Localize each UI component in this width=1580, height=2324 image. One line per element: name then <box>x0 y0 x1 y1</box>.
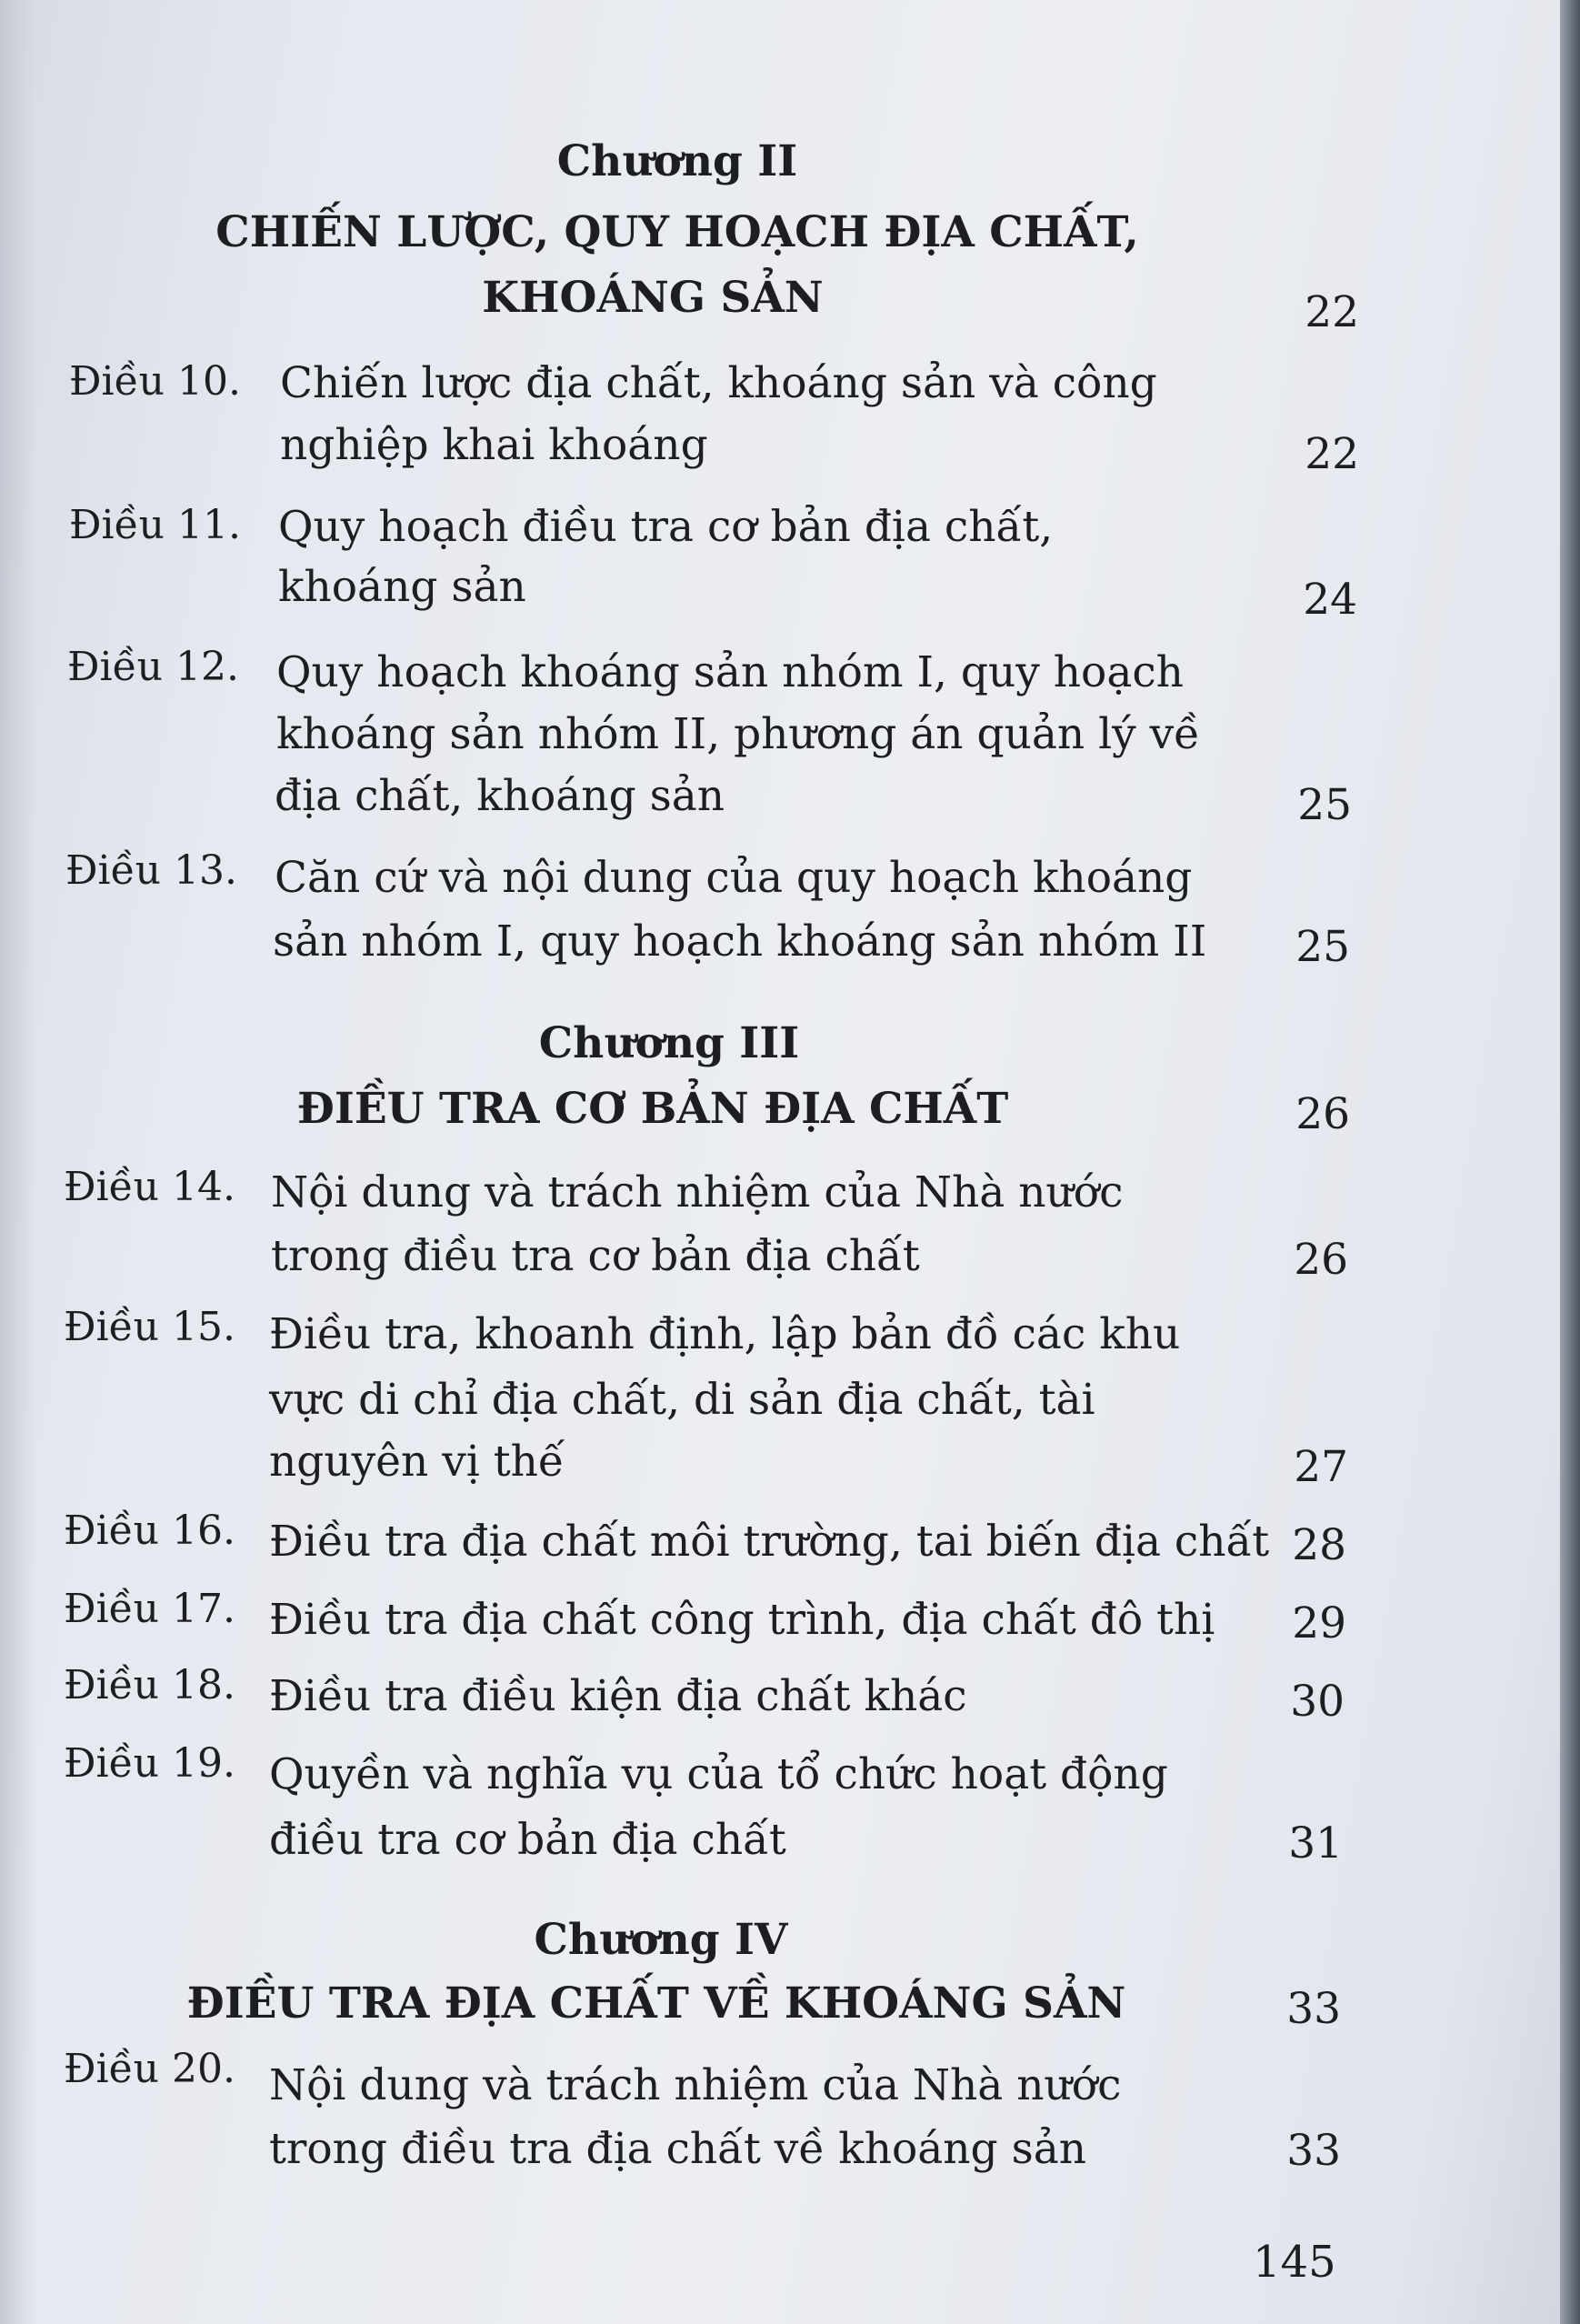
article-label: Điều 13. <box>65 847 237 894</box>
article-label: Điều 14. <box>64 1164 235 1210</box>
article-title-line: Chiến lược địa chất, khoáng sản và công <box>280 358 1157 408</box>
article-title-line: Căn cứ và nội dung của quy hoạch khoáng <box>275 853 1193 903</box>
chapter-label: Chương III <box>538 1018 800 1068</box>
article-label: Điều 16. <box>64 1508 235 1554</box>
article-page-number: 30 <box>1290 1677 1345 1727</box>
article-title-line: nghiệp khai khoáng <box>280 420 708 470</box>
article-page-number: 25 <box>1295 922 1350 972</box>
article-label: Điều 11. <box>69 502 241 548</box>
article-page-number: 28 <box>1292 1520 1346 1570</box>
article-title-line: khoáng sản nhóm II, phương án quản lý về <box>276 709 1201 759</box>
article-page-number: 25 <box>1297 780 1352 830</box>
article-label: Điều 18. <box>64 1662 235 1708</box>
chapter-title-line: ĐIỀU TRA CƠ BẢN ĐỊA CHẤT <box>296 1084 1009 1134</box>
article-title-line: sản nhóm I, quy hoạch khoáng sản nhóm II <box>273 917 1207 967</box>
article-title-line: Điều tra điều kiện địa chất khác <box>269 1671 967 1721</box>
page-gutter-shadow <box>0 0 36 2324</box>
article-page-number: 27 <box>1294 1442 1348 1492</box>
chapter-title-line: KHOÁNG SẢN <box>482 273 824 323</box>
article-label: Điều 19. <box>64 1740 235 1787</box>
chapter-title-line: ĐIỀU TRA ĐỊA CHẤT VỀ KHOÁNG SẢN <box>186 1978 1126 2028</box>
page-number: 145 <box>1253 2237 1336 2288</box>
article-label: Điều 12. <box>67 644 239 690</box>
article-title-line: trong điều tra địa chất về khoáng sản <box>269 2124 1086 2174</box>
chapter-label: Chương IV <box>534 1915 788 1965</box>
article-title-line: điều tra cơ bản địa chất <box>269 1815 786 1865</box>
article-page-number: 22 <box>1305 429 1359 479</box>
article-title-line: nguyên vị thế <box>269 1437 565 1487</box>
article-title-line: Điều tra địa chất môi trường, tai biến địa chất <box>269 1517 1270 1567</box>
article-title-line: Nội dung và trách nhiệm của Nhà nước <box>269 2060 1122 2110</box>
article-page-number: 29 <box>1292 1598 1346 1648</box>
article-page-number: 24 <box>1303 575 1357 625</box>
article-title-line: địa chất, khoáng sản <box>275 771 725 821</box>
chapter-title-line: CHIẾN LƯỢC, QUY HOẠCH ĐỊA CHẤT, <box>215 207 1139 257</box>
article-title-line: Quy hoạch khoáng sản nhóm I, quy hoạch <box>276 647 1184 697</box>
article-title-line: khoáng sản <box>278 562 526 612</box>
article-label: Điều 17. <box>64 1586 235 1632</box>
article-title-line: Điều tra địa chất công trình, địa chất đô thị <box>269 1595 1215 1645</box>
chapter-page-number: 33 <box>1286 1984 1341 2034</box>
article-title-line: Quy hoạch điều tra cơ bản địa chất, <box>278 502 1054 552</box>
chapter-page-number: 26 <box>1295 1089 1350 1139</box>
article-label: Điều 20. <box>64 2046 235 2092</box>
article-title-line: Quyền và nghĩa vụ của tổ chức hoạt động <box>269 1749 1168 1799</box>
article-title-line: Điều tra, khoanh định, lập bản đồ các khu <box>269 1309 1181 1359</box>
article-page-number: 33 <box>1286 2126 1341 2176</box>
article-title-line: trong điều tra cơ bản địa chất <box>271 1231 920 1281</box>
article-page-number: 31 <box>1288 1818 1343 1868</box>
chapter-page-number: 22 <box>1305 287 1359 337</box>
page-edge-shadow <box>1560 0 1580 2324</box>
article-label: Điều 10. <box>69 358 241 405</box>
chapter-label: Chương II <box>556 136 798 186</box>
article-page-number: 26 <box>1294 1235 1348 1285</box>
article-title-line: vực di chỉ địa chất, di sản địa chất, tài <box>269 1375 1095 1425</box>
article-label: Điều 15. <box>64 1304 235 1350</box>
article-title-line: Nội dung và trách nhiệm của Nhà nước <box>271 1167 1124 1217</box>
